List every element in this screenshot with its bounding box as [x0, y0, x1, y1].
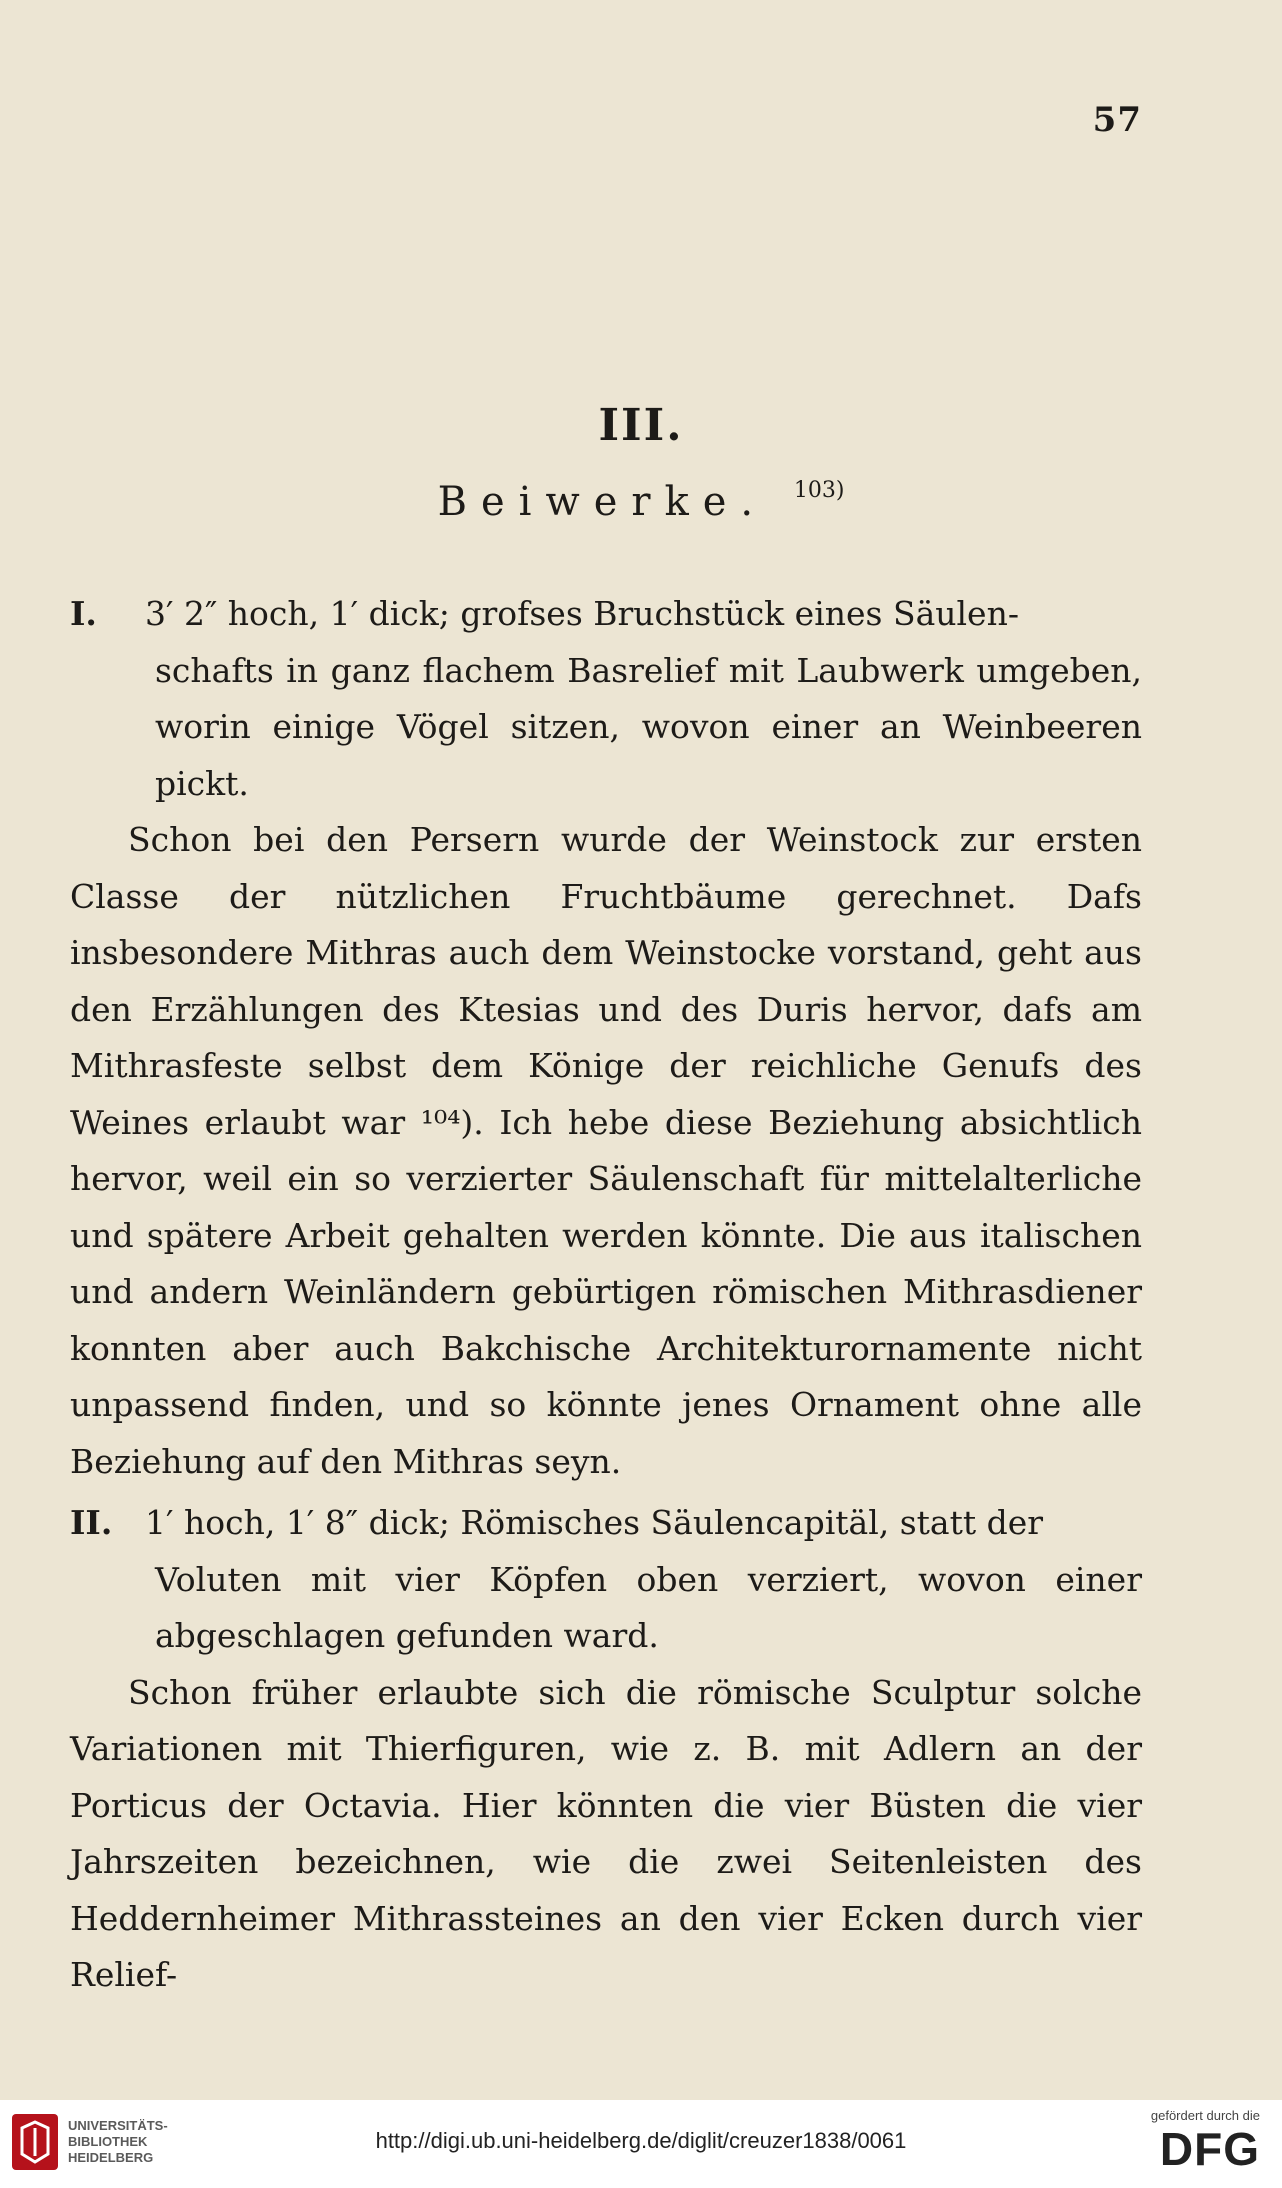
source-url-link[interactable]: http://digi.ub.uni-heidelberg.de/diglit/creuzer1838/0061 [375, 2128, 907, 2153]
sponsor-logo[interactable] [1151, 2108, 1260, 2175]
section-title [0, 478, 1282, 525]
section-footnote-ref: 103) [793, 478, 845, 503]
sponsor-caption: gefördert durch die [1150, 2108, 1260, 2123]
entry-first-line-text: 3′ 2″ hoch, 1′ dick; grofses Bruchstück eines Säulen- [145, 594, 1019, 633]
section-numeral: III. [598, 400, 684, 451]
entry-two [70, 1495, 1142, 2004]
dfg-logo-icon: DFG [1159, 2123, 1260, 2175]
entry-first-line-text: 1′ hoch, 1′ 8″ dick; Römisches Säulencapitäl, statt der [145, 1503, 1044, 1542]
footer-bar [0, 2100, 1282, 2188]
entry-label: I. [70, 594, 97, 633]
entry-commentary: Schon früher erlaubte sich die römische Sculptur solche Variationen mit Thierfiguren, wie z. B. mit Adlern an der Porticus der Octavia. Hier könnten die vier Büsten die vier Jahrszeiten bezeichnen, wie die zwei Seitenleisten des Heddernheimer Mithrassteines an den vier Ecken durch vier Relief- [70, 1672, 1142, 1994]
entry-label: II. [70, 1503, 113, 1542]
entry-first-line [70, 586, 1142, 643]
entry-description: schafts in ganz flachem Basrelief mit Laubwerk umgeben, worin einige Vögel sitzen, wovon einer an Weinbeeren pickt. [155, 650, 1142, 803]
section-title-text: Beiwerke. [437, 479, 768, 525]
library-name: UNIVERSITÄTS- BIBLIOTHEK HEIDELBERG [68, 2118, 168, 2165]
entry-commentary: Schon bei den Persern wurde der Weinstock zur ersten Classe der nützlichen Fruchtbäume gerechnet. Dafs insbesondere Mithras auch dem Weinstocke vorstand, geht aus den Erzählungen des Ktesias und des Duris hervor, dafs am Mithrasfeste selbst dem Könige der reichliche Genufs des Weines erlaubt war ¹⁰⁴). Ich hebe diese Beziehung absichtlich hervor, weil ein so verzierter Säulenschaft für mittelalterliche und spätere Arbeit gehalten werden könnte. Die aus italischen und andern Weinländern gebürtigen römischen Mithrasdiener konnten aber auch Bakchische Architekturornamente nicht unpassend finden, und so könnte jenes Ornament ohne alle Beziehung auf den Mithras seyn. [70, 820, 1142, 1481]
page-number: 57 [1092, 100, 1142, 140]
entry-first-line [70, 1495, 1142, 1552]
entry-one [70, 586, 1142, 1490]
entry-description: Voluten mit vier Köpfen oben verziert, wovon einer abgeschlagen gefunden ward. [155, 1559, 1142, 1655]
